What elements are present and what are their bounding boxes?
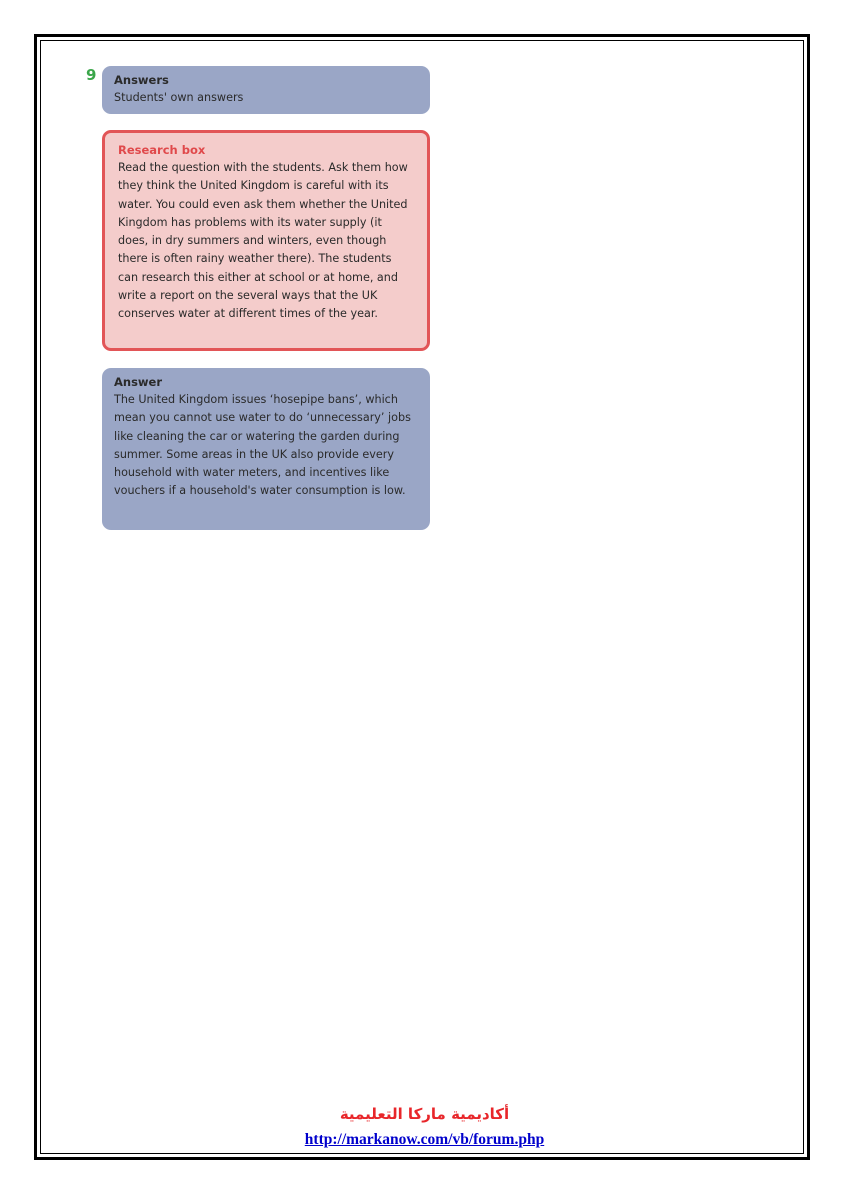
research-box-text: Read the question with the students. Ask them how they think the United Kingdom is careful with its water. You could even ask them whether the United Kingdom has problems with its water supply (it does, in dry summers and winters, even though there is often rainy weather there). The students can research this either at school or at home, and write a report on the several ways that the UK conserves water at different times of the year. [118,161,408,321]
answer-box-text: The United Kingdom issues ‘hosepipe bans’, which mean you cannot use water to do ‘unnecessary’ jobs like cleaning the car or watering the garden during summer. Some areas in the UK also provide every household with water meters, and incentives like vouchers if a household's water consumption is low. [114,393,411,498]
research-box-title: Research box [118,143,206,157]
footer-academy-name: أكاديمية ماركا التعليمية [339,1105,510,1123]
answers-box [102,66,430,114]
answers-box-title: Answers [114,73,169,87]
footer-forum-link[interactable]: http://markanow.com/vb/forum.php [304,1131,545,1148]
research-box [102,130,430,351]
question-number: 9 [86,66,97,84]
answers-box-text: Students' own answers [114,91,244,104]
answer-box [102,368,430,530]
answer-box-title: Answer [114,375,163,389]
